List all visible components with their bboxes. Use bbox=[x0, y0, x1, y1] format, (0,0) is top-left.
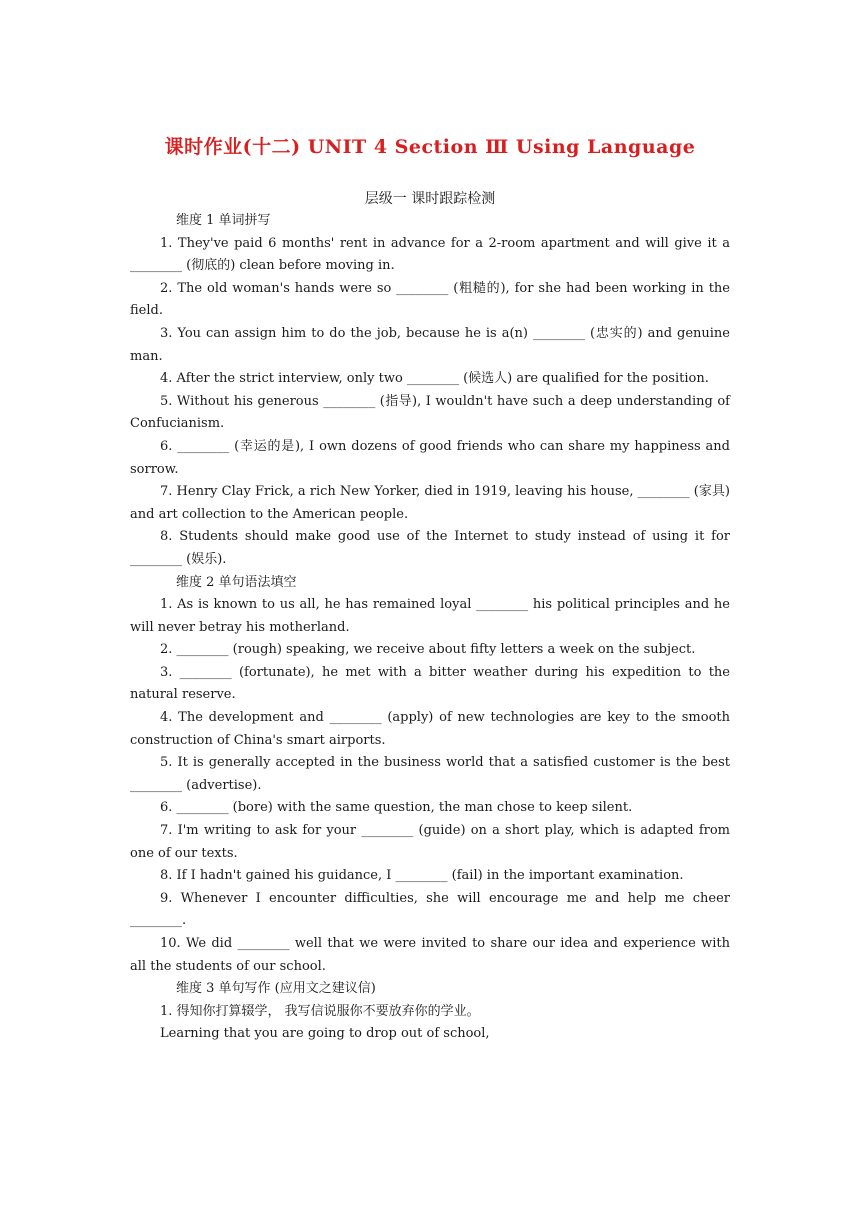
s3-question-1-english: Learning that you are going to drop out of school, bbox=[160, 1026, 490, 1042]
s1-question-6: 6. ________ (幸运的是), I own dozens of good friends who can share my happiness and sorrow. bbox=[130, 438, 730, 477]
s1-question-7: 7. Henry Clay Frick, a rich New Yorker, died in 1919, leaving his house, ________ (家具) and art collection to the American people. bbox=[130, 484, 730, 522]
level-heading: 层级一 课时跟踪检测 bbox=[364, 191, 496, 207]
s2-question-3: 3. ________ (fortunate), he met with a bitter weather during his expedition to the natural reserve. bbox=[130, 664, 730, 703]
s2-question-8: 8. If I hadn't gained his guidance, I ________ (fail) in the important examination. bbox=[160, 868, 684, 884]
s2-question-6: 6. ________ (bore) with the same question, the man chose to keep silent. bbox=[160, 800, 633, 816]
s2-question-1: 1. As is known to us all, he has remained loyal ________ his political principles and he will never betray his motherland. bbox=[130, 597, 730, 635]
s2-question-4: 4. The development and ________ (apply) of new technologies are key to the smooth construction of China's smart airports. bbox=[130, 710, 730, 748]
s1-question-2: 2. The old woman's hands were so ________ (粗糙的), for she had been working in the field. bbox=[130, 280, 730, 319]
s3-question-1-chinese: 1. 得知你打算辍学， 我写信说服你不要放弃你的学业。 bbox=[160, 1003, 480, 1019]
s2-question-2: 2. ________ (rough) speaking, we receive about fifty letters a week on the subject. bbox=[160, 642, 696, 658]
section-3-heading: 维度 3 单句写作 (应用文之建议信) bbox=[176, 981, 376, 997]
s1-question-4: 4. After the strict interview, only two ________ (候选人) are qualified for the position. bbox=[160, 371, 709, 387]
s1-question-8: 8. Students should make good use of the Internet to study instead of using it for ________ (娱乐). bbox=[130, 529, 730, 567]
section-2-heading: 维度 2 单句语法填空 bbox=[176, 574, 297, 590]
s2-question-5: 5. It is generally accepted in the business world that a satisfied customer is the best ________ (advertise). bbox=[130, 755, 730, 793]
s1-question-5: 5. Without his generous ________ (指导), I wouldn't have such a deep understanding of Confucianism. bbox=[130, 393, 730, 432]
s2-question-10: 10. We did ________ well that we were invited to share our idea and experience with all the students of our school. bbox=[130, 936, 730, 974]
exercise-body bbox=[130, 210, 730, 1046]
s2-question-7: 7. I'm writing to ask for your ________ (guide) on a short play, which is adapted from one of our texts. bbox=[130, 823, 730, 861]
s1-question-1: 1. They've paid 6 months' rent in advance for a 2-room apartment and will give it a ________ (彻底的) clean before moving in. bbox=[130, 235, 730, 274]
s2-question-9: 9. Whenever I encounter difficulties, she will encourage me and help me cheer ________. bbox=[130, 890, 730, 929]
section-1-heading: 维度 1 单词拼写 bbox=[176, 213, 271, 228]
s1-question-3: 3. You can assign him to do the job, because he is a(n) ________ (忠实的) and genuine man. bbox=[130, 325, 730, 364]
page-title: 课时作业(十二) UNIT 4 Section Ⅲ Using Language bbox=[164, 136, 696, 158]
